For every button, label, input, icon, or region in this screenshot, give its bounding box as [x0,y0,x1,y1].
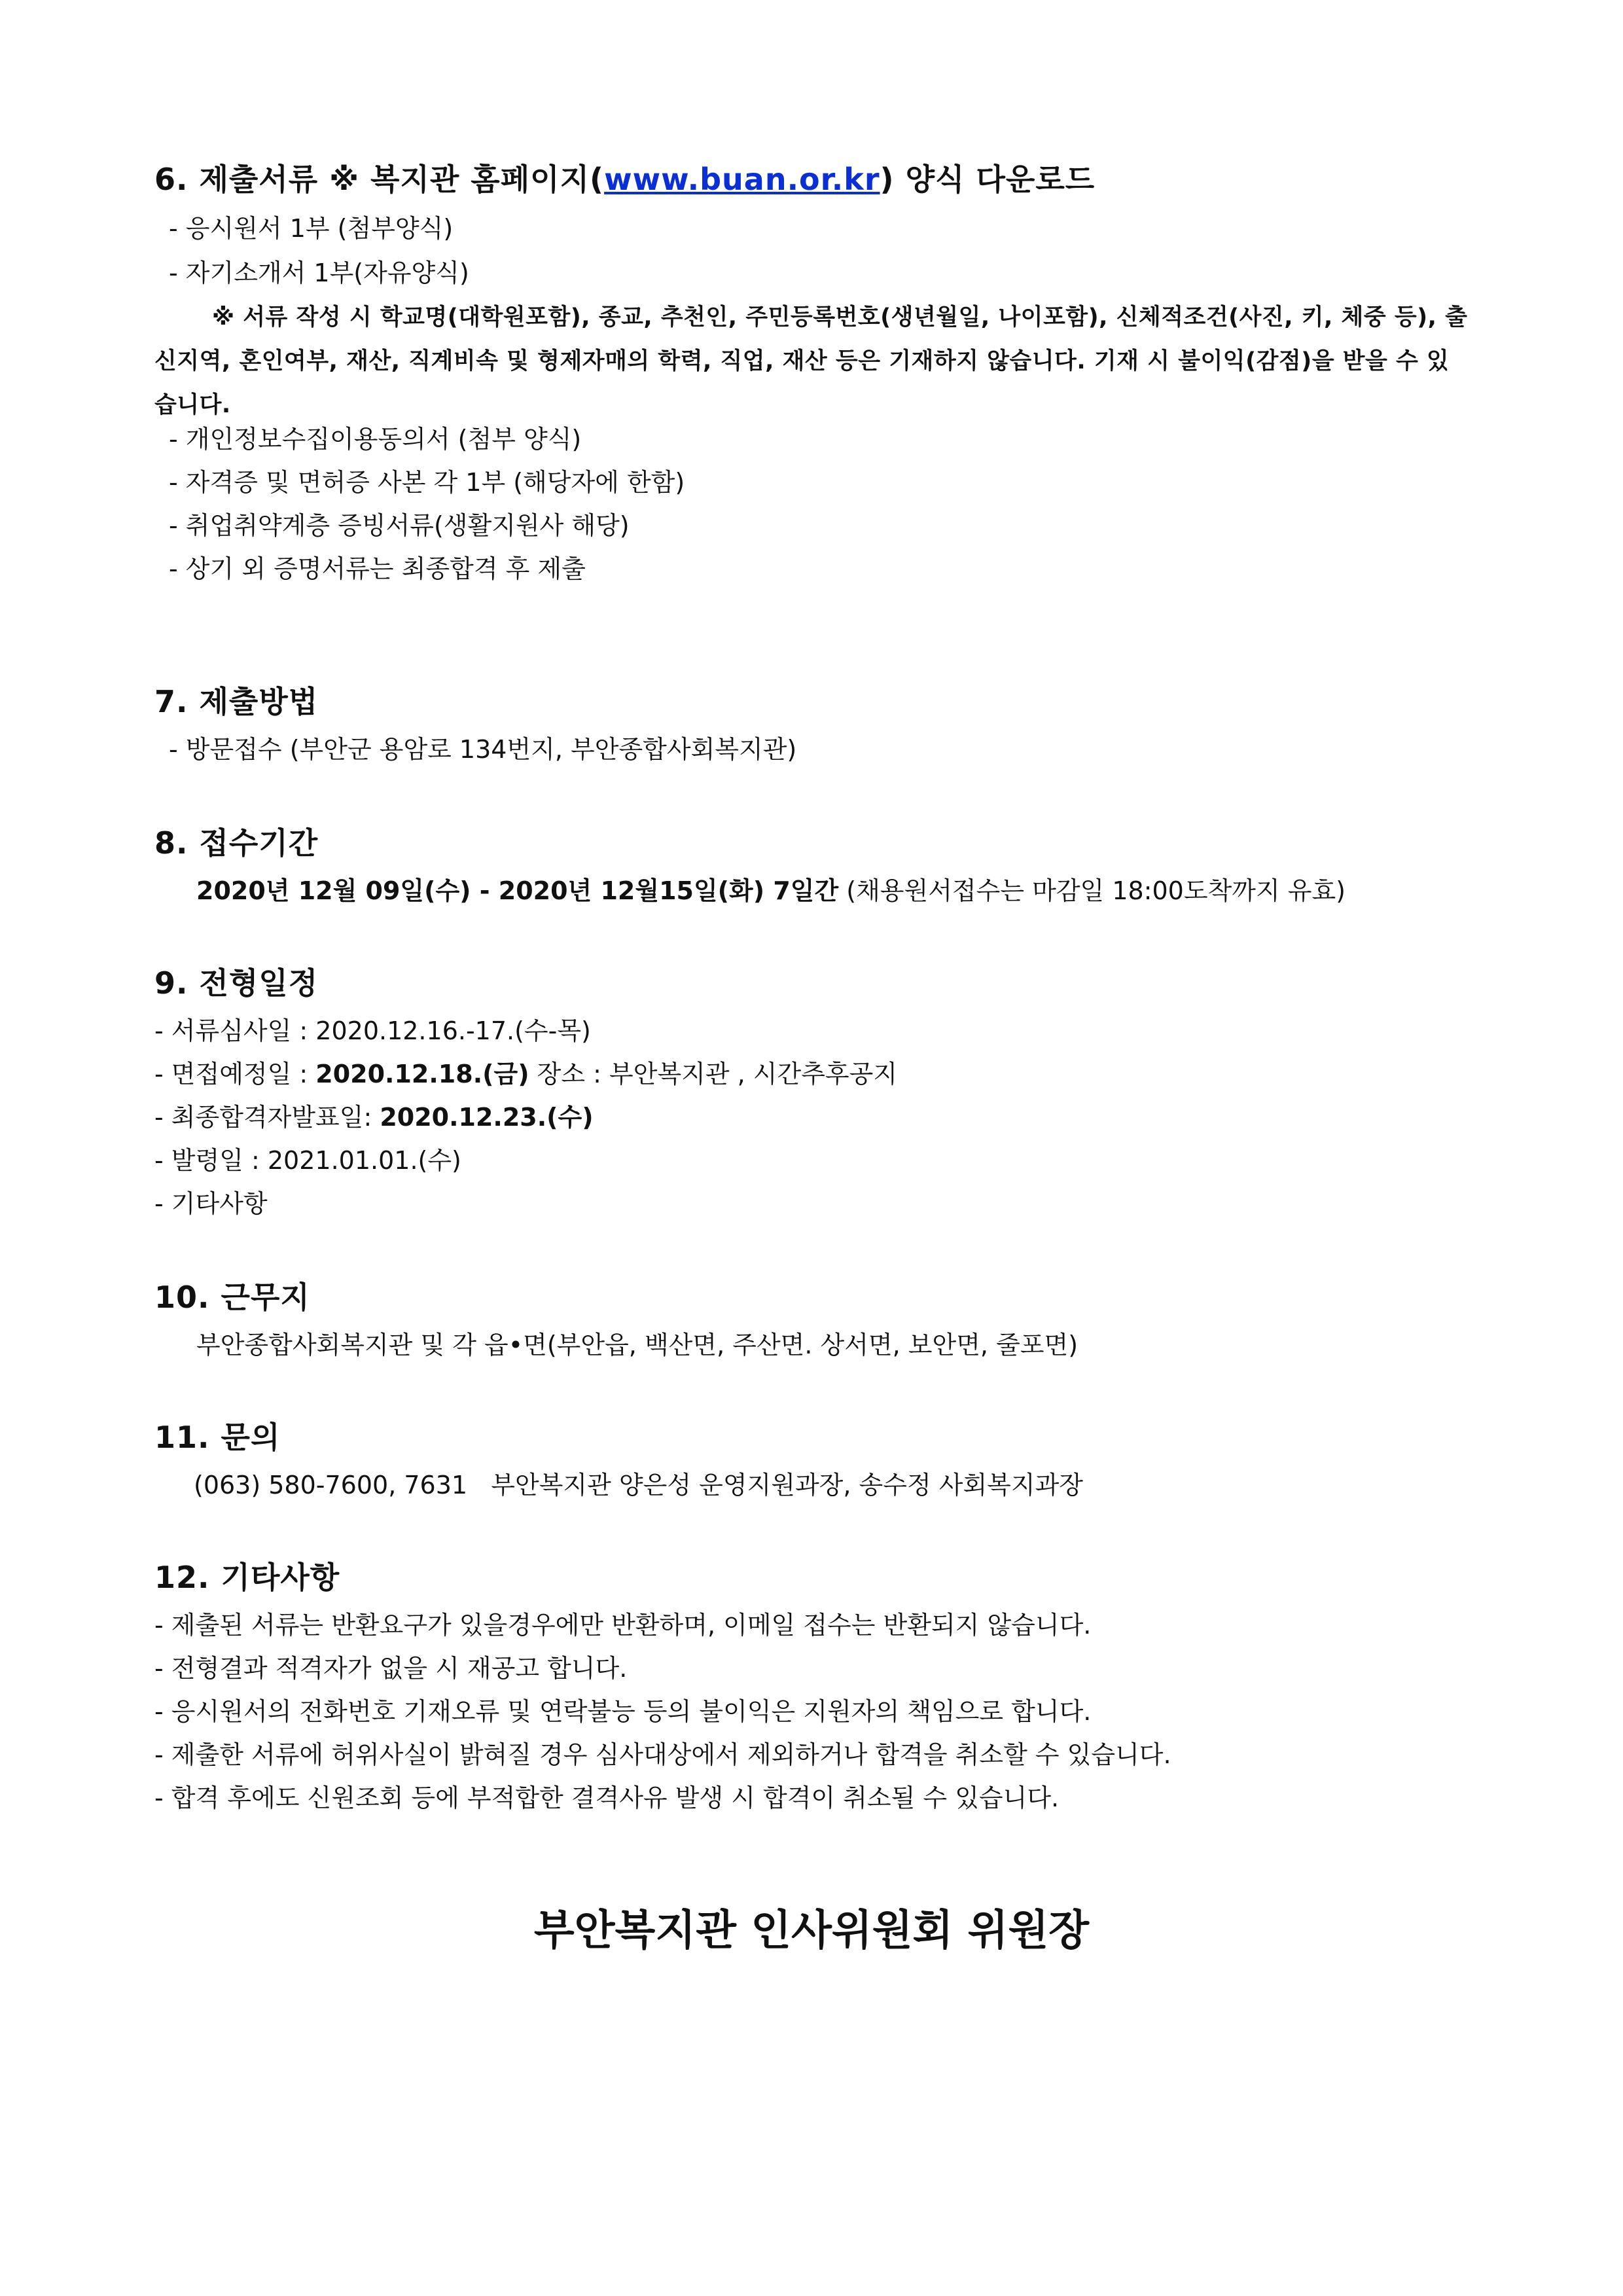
section-8-title: 8. 접수기간 [154,825,319,861]
sec12-item-phone-error: - 응시원서의 전화번호 기재오류 및 연락불능 등의 불이익은 지원자의 책임으로 합니다. [154,1697,1092,1726]
sec12-item-false-facts: - 제출한 서류에 허위사실이 밝혀질 경우 심사대상에서 제외하거나 합격을 취소할 수 있습니다. [154,1740,1171,1769]
sec6-note: ※ 서류 작성 시 학교명(대학원포함), 종교, 추천인, 주민등록번호(생년월일, 나이포함), 신체적조건(사진, 키, 체중 등), 출신지역, 혼인여부, 재산, 직계비속 및 형제자매의 학력, 직업, 재산 등은 기재하지 않습니다. 기재 시 불이익(감점)을 받을 수 있습니다. [154,304,1468,418]
sec8-period-dates: 2020년 12월 09일(수) - 2020년 12월15일(화) 7일간 [196,876,839,905]
sec12-item-re-announcement: - 전형결과 적격자가 없을 시 재공고 합니다. [154,1654,628,1683]
sec6-item-intro-letter: - 자기소개서 1부(자유양식) [169,259,469,287]
sec6-item-license-copy: - 자격증 및 면허증 사본 각 1부 (해당자에 한함) [169,468,685,497]
signature-committee-chair: 부안복지관 인사위원회 위원장 [533,1907,1090,1955]
section-6-title: 6. 제출서류 ※ 복지관 홈페이지(www.buan.or.kr) 양식 다운로드 [154,162,1096,197]
sec12-item-disqualification: - 합격 후에도 신원조회 등에 부적합한 결격사유 발생 시 합격이 취소될 수 있습니다. [154,1784,1060,1812]
sec8-period-note: (채용원서접수는 마감일 18:00도착까지 유효) [838,876,1346,905]
sec9-item-interview: - 면접예정일 : 2020.12.18.(금) 장소 : 부안복지관 , 시간추후공지 [154,1060,898,1088]
sec6-item-privacy-consent: - 개인정보수집이용동의서 (첨부 양식) [169,425,582,454]
sec6-item-application: - 응시원서 1부 (첨부양식) [169,214,454,243]
sec6-item-other-proof: - 상기 외 증명서류는 최종합격 후 제출 [169,554,586,583]
section-12-title: 12. 기타사항 [154,1560,340,1595]
sec9-item-document-review: - 서류심사일 : 2020.12.16.-17.(수-목) [154,1016,591,1045]
sec7-item-visit: - 방문접수 (부안군 용암로 134번지, 부안종합사회복지관) [169,735,797,764]
sec11-contact: (063) 580-7600, 7631 부안복지관 양은성 운영지원과장, 송수정 사회복지과장 [194,1471,1083,1499]
homepage-link[interactable]: www.buan.or.kr [604,162,880,197]
section-11-title: 11. 문의 [154,1420,281,1455]
sec12-item-return: - 제출된 서류는 반환요구가 있을경우에만 반환하며, 이메일 접수는 반환되지 않습니다. [154,1611,1092,1640]
section-10-title: 10. 근무지 [154,1280,310,1315]
sec6-item-vulnerable-proof: - 취업취약계층 증빙서류(생활지원사 해당) [169,511,630,540]
sec9-item-final-announcement: - 최종합격자발표일: 2020.12.23.(수) [154,1103,594,1132]
section-9-title: 9. 전형일정 [154,965,319,1001]
sec10-workplace: 부안종합사회복지관 및 각 읍•면(부안읍, 백산면, 주산면. 상서면, 보안면, 줄포면) [196,1331,1079,1359]
sec9-item-appointment: - 발령일 : 2021.01.01.(수) [154,1146,461,1175]
sec8-period [196,870,1346,906]
section-7-title: 7. 제출방법 [154,684,319,719]
sec9-item-etc: - 기타사항 [154,1189,268,1218]
